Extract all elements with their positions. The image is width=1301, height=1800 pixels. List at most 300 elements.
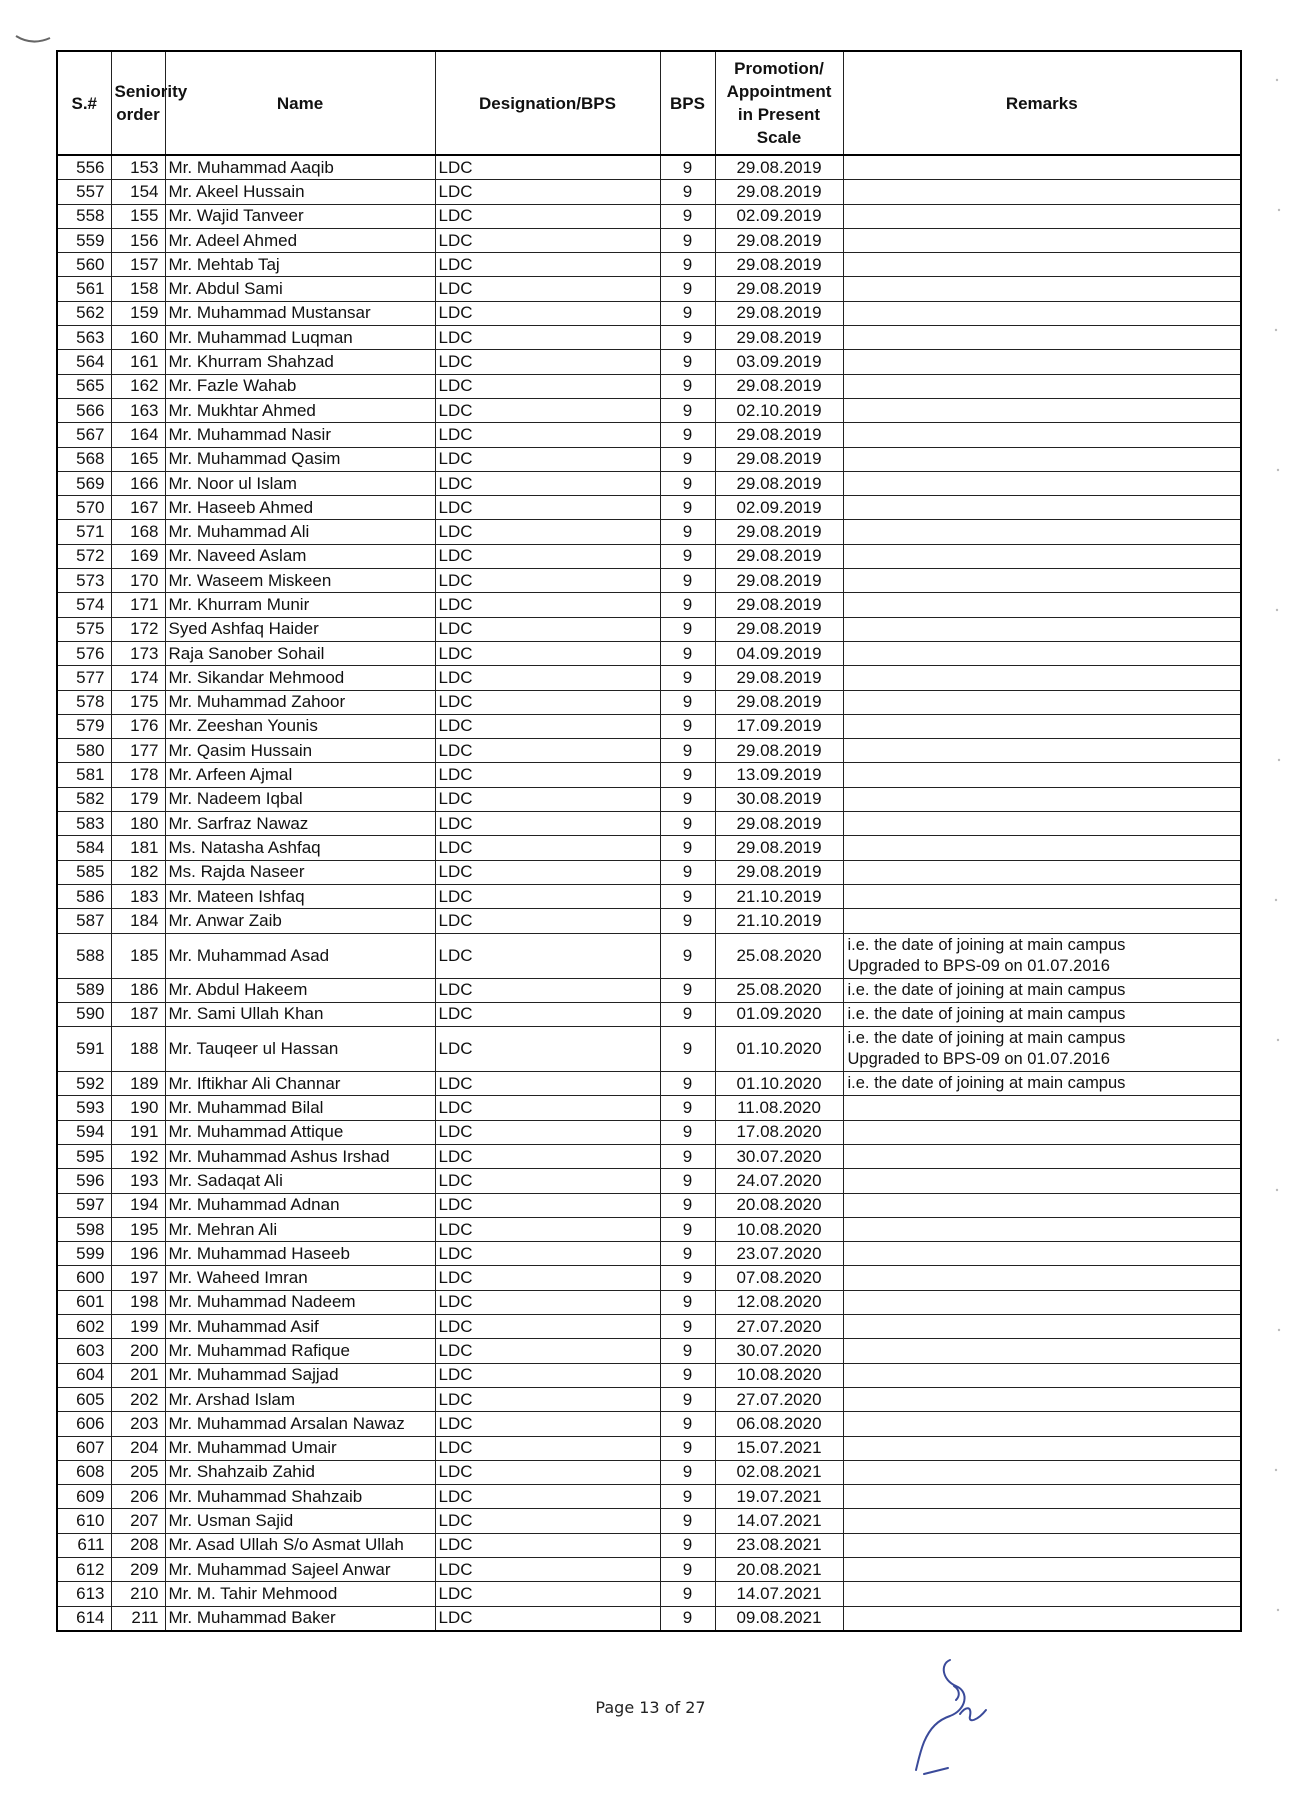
cell-seniority-order: 187: [111, 1002, 165, 1026]
cell-remarks: [843, 326, 1241, 350]
cell-name: Mr. Shahzaib Zahid: [165, 1460, 435, 1484]
cell-seniority-order: 195: [111, 1217, 165, 1241]
cell-seniority-order: 200: [111, 1339, 165, 1363]
cell-name: Mr. Khurram Shahzad: [165, 350, 435, 374]
table-row: [57, 1412, 1241, 1436]
cell-remarks: [843, 398, 1241, 422]
table-row: [57, 1460, 1241, 1484]
cell-sno: 612: [57, 1558, 111, 1582]
cell-remarks: [843, 1436, 1241, 1460]
cell-bps: 9: [660, 277, 715, 301]
cell-sno: 587: [57, 909, 111, 933]
cell-seniority-order: 189: [111, 1072, 165, 1096]
cell-seniority-order: 160: [111, 326, 165, 350]
cell-seniority-order: 165: [111, 447, 165, 471]
cell-promotion-date: 29.08.2019: [715, 253, 843, 277]
cell-sno: 604: [57, 1363, 111, 1387]
cell-remarks: [843, 471, 1241, 495]
remark-line: i.e. the date of joining at main campus: [847, 935, 1126, 954]
cell-promotion-date: 17.08.2020: [715, 1120, 843, 1144]
cell-promotion-date: 11.08.2020: [715, 1096, 843, 1120]
cell-sno: 593: [57, 1096, 111, 1120]
cell-name: Mr. Zeeshan Younis: [165, 714, 435, 738]
cell-sno: 611: [57, 1533, 111, 1557]
cell-name: Mr. Muhammad Luqman: [165, 326, 435, 350]
cell-seniority-order: 169: [111, 544, 165, 568]
cell-promotion-date: 19.07.2021: [715, 1485, 843, 1509]
cell-name: Syed Ashfaq Haider: [165, 617, 435, 641]
cell-remarks: [843, 836, 1241, 860]
cell-designation: LDC: [435, 1436, 660, 1460]
cell-designation: LDC: [435, 1582, 660, 1606]
cell-bps: 9: [660, 447, 715, 471]
cell-sno: 571: [57, 520, 111, 544]
cell-promotion-date: 12.08.2020: [715, 1290, 843, 1314]
cell-bps: 9: [660, 423, 715, 447]
cell-remarks: [843, 228, 1241, 252]
cell-name: Mr. Nadeem Iqbal: [165, 787, 435, 811]
cell-bps: 9: [660, 1315, 715, 1339]
cell-name: Mr. M. Tahir Mehmood: [165, 1582, 435, 1606]
cell-seniority-order: 185: [111, 933, 165, 978]
cell-bps: 9: [660, 593, 715, 617]
cell-sno: 573: [57, 569, 111, 593]
cell-sno: 557: [57, 180, 111, 204]
cell-name: Mr. Mehtab Taj: [165, 253, 435, 277]
cell-remarks: [843, 253, 1241, 277]
cell-sno: 579: [57, 714, 111, 738]
cell-bps: 9: [660, 1533, 715, 1557]
cell-remarks: [843, 569, 1241, 593]
cell-promotion-date: 29.08.2019: [715, 301, 843, 325]
cell-sno: 597: [57, 1193, 111, 1217]
table-row: [57, 326, 1241, 350]
cell-name: Mr. Waheed Imran: [165, 1266, 435, 1290]
table-row: [57, 1363, 1241, 1387]
table-row: [57, 180, 1241, 204]
cell-sno: 610: [57, 1509, 111, 1533]
cell-designation: LDC: [435, 277, 660, 301]
cell-designation: LDC: [435, 204, 660, 228]
cell-bps: 9: [660, 569, 715, 593]
cell-remarks: [843, 544, 1241, 568]
cell-promotion-date: 02.09.2019: [715, 204, 843, 228]
cell-designation: LDC: [435, 1533, 660, 1557]
cell-seniority-order: 206: [111, 1485, 165, 1509]
cell-sno: 570: [57, 496, 111, 520]
cell-seniority-order: 155: [111, 204, 165, 228]
cell-seniority-order: 156: [111, 228, 165, 252]
cell-designation: LDC: [435, 544, 660, 568]
table-row: [57, 1193, 1241, 1217]
cell-sno: 614: [57, 1606, 111, 1631]
cell-bps: 9: [660, 860, 715, 884]
cell-bps: 9: [660, 1002, 715, 1026]
cell-seniority-order: 205: [111, 1460, 165, 1484]
cell-designation: LDC: [435, 1412, 660, 1436]
cell-promotion-date: 29.08.2019: [715, 423, 843, 447]
cell-name: Mr. Asad Ullah S/o Asmat Ullah: [165, 1533, 435, 1557]
cell-seniority-order: 177: [111, 739, 165, 763]
table-row: [57, 909, 1241, 933]
table-row: [57, 301, 1241, 325]
cell-name: Mr. Noor ul Islam: [165, 471, 435, 495]
table-row: [57, 1606, 1241, 1631]
cell-bps: 9: [660, 398, 715, 422]
cell-remarks: [843, 447, 1241, 471]
cell-remarks: [843, 1339, 1241, 1363]
cell-name: Mr. Muhammad Bilal: [165, 1096, 435, 1120]
cell-remarks: [843, 1290, 1241, 1314]
cell-bps: 9: [660, 909, 715, 933]
table-row: [57, 1436, 1241, 1460]
cell-name: Mr. Tauqeer ul Hassan: [165, 1027, 435, 1072]
cell-promotion-date: 29.08.2019: [715, 860, 843, 884]
cell-sno: 566: [57, 398, 111, 422]
cell-name: Mr. Anwar Zaib: [165, 909, 435, 933]
cell-designation: LDC: [435, 666, 660, 690]
cell-sno: 606: [57, 1412, 111, 1436]
cell-remarks: [843, 1144, 1241, 1168]
cell-designation: LDC: [435, 1120, 660, 1144]
table-header: [57, 51, 1241, 155]
cell-bps: 9: [660, 690, 715, 714]
cell-designation: LDC: [435, 1242, 660, 1266]
cell-seniority-order: 193: [111, 1169, 165, 1193]
cell-seniority-order: 183: [111, 884, 165, 908]
table-row: [57, 787, 1241, 811]
cell-bps: 9: [660, 1363, 715, 1387]
cell-designation: LDC: [435, 1096, 660, 1120]
cell-sno: 556: [57, 155, 111, 180]
scan-edge-dots-icon: [1269, 0, 1289, 1800]
table-row: [57, 617, 1241, 641]
cell-bps: 9: [660, 1290, 715, 1314]
table-row: [57, 544, 1241, 568]
cell-bps: 9: [660, 1485, 715, 1509]
cell-remarks: [843, 1217, 1241, 1241]
cell-name: Mr. Akeel Hussain: [165, 180, 435, 204]
cell-bps: 9: [660, 1242, 715, 1266]
table-row: [57, 1485, 1241, 1509]
cell-promotion-date: 13.09.2019: [715, 763, 843, 787]
cell-bps: 9: [660, 301, 715, 325]
cell-remarks: [843, 204, 1241, 228]
cell-seniority-order: 174: [111, 666, 165, 690]
table-row: [57, 1144, 1241, 1168]
cell-sno: 592: [57, 1072, 111, 1096]
cell-name: Mr. Sadaqat Ali: [165, 1169, 435, 1193]
cell-promotion-date: 10.08.2020: [715, 1217, 843, 1241]
cell-name: Ms. Natasha Ashfaq: [165, 836, 435, 860]
cell-seniority-order: 182: [111, 860, 165, 884]
cell-promotion-date: 21.10.2019: [715, 884, 843, 908]
table-row: [57, 933, 1241, 978]
cell-sno: 607: [57, 1436, 111, 1460]
cell-designation: LDC: [435, 520, 660, 544]
cell-name: Mr. Muhammad Aaqib: [165, 155, 435, 180]
seniority-table: [56, 50, 1242, 1632]
cell-remarks: [843, 1533, 1241, 1557]
cell-designation: LDC: [435, 1558, 660, 1582]
cell-sno: 585: [57, 860, 111, 884]
cell-bps: 9: [660, 641, 715, 665]
cell-designation: LDC: [435, 447, 660, 471]
cell-designation: LDC: [435, 1387, 660, 1411]
table-row: [57, 1509, 1241, 1533]
cell-name: Mr. Muhammad Nasir: [165, 423, 435, 447]
cell-bps: 9: [660, 1120, 715, 1144]
cell-sno: 603: [57, 1339, 111, 1363]
cell-seniority-order: 176: [111, 714, 165, 738]
cell-designation: LDC: [435, 787, 660, 811]
cell-name: Mr. Muhammad Haseeb: [165, 1242, 435, 1266]
cell-remarks: [843, 714, 1241, 738]
remark-line: i.e. the date of joining at main campus: [847, 1029, 1126, 1048]
cell-remarks: [843, 1387, 1241, 1411]
cell-seniority-order: 173: [111, 641, 165, 665]
cell-name: Mr. Muhammad Rafique: [165, 1339, 435, 1363]
cell-remarks: [843, 763, 1241, 787]
cell-name: Mr. Abdul Sami: [165, 277, 435, 301]
cell-remarks: [843, 690, 1241, 714]
cell-name: Mr. Muhammad Arsalan Nawaz: [165, 1412, 435, 1436]
cell-seniority-order: 161: [111, 350, 165, 374]
table-row: [57, 641, 1241, 665]
cell-bps: 9: [660, 978, 715, 1002]
cell-bps: 9: [660, 787, 715, 811]
cell-promotion-date: 29.08.2019: [715, 326, 843, 350]
cell-promotion-date: 25.08.2020: [715, 978, 843, 1002]
table-row: [57, 1002, 1241, 1026]
table-row: [57, 471, 1241, 495]
cell-promotion-date: 25.08.2020: [715, 933, 843, 978]
cell-promotion-date: 27.07.2020: [715, 1315, 843, 1339]
cell-name: Mr. Muhammad Ashus Irshad: [165, 1144, 435, 1168]
remark-line: i.e. the date of joining at main campus: [847, 1074, 1126, 1093]
cell-promotion-date: 03.09.2019: [715, 350, 843, 374]
table-row: [57, 374, 1241, 398]
cell-sno: 561: [57, 277, 111, 301]
cell-remarks: [843, 978, 1241, 1002]
cell-seniority-order: 162: [111, 374, 165, 398]
cell-promotion-date: 29.08.2019: [715, 569, 843, 593]
cell-remarks: [843, 787, 1241, 811]
cell-promotion-date: 02.09.2019: [715, 496, 843, 520]
cell-bps: 9: [660, 617, 715, 641]
cell-bps: 9: [660, 812, 715, 836]
cell-remarks: [843, 1096, 1241, 1120]
cell-designation: LDC: [435, 471, 660, 495]
cell-promotion-date: 20.08.2021: [715, 1558, 843, 1582]
cell-seniority-order: 157: [111, 253, 165, 277]
cell-seniority-order: 168: [111, 520, 165, 544]
cell-remarks: [843, 1412, 1241, 1436]
cell-name: Mr. Muhammad Zahoor: [165, 690, 435, 714]
cell-sno: 608: [57, 1460, 111, 1484]
cell-name: Mr. Muhammad Umair: [165, 1436, 435, 1460]
cell-promotion-date: 23.08.2021: [715, 1533, 843, 1557]
remark-line: Upgraded to BPS-09 on 01.07.2016: [847, 1050, 1110, 1069]
table-row: [57, 253, 1241, 277]
table-row: [57, 1027, 1241, 1072]
cell-name: Mr. Muhammad Mustansar: [165, 301, 435, 325]
cell-seniority-order: 198: [111, 1290, 165, 1314]
table-row: [57, 860, 1241, 884]
table-row: [57, 1290, 1241, 1314]
cell-remarks: [843, 1460, 1241, 1484]
table-row: [57, 690, 1241, 714]
remark-line: i.e. the date of joining at main campus: [847, 1004, 1126, 1023]
cell-designation: LDC: [435, 909, 660, 933]
cell-seniority-order: 207: [111, 1509, 165, 1533]
cell-designation: LDC: [435, 350, 660, 374]
cell-designation: LDC: [435, 1144, 660, 1168]
cell-bps: 9: [660, 1387, 715, 1411]
cell-designation: LDC: [435, 253, 660, 277]
cell-name: Mr. Mukhtar Ahmed: [165, 398, 435, 422]
cell-remarks: [843, 1027, 1241, 1072]
cell-remarks: [843, 1169, 1241, 1193]
table-row: [57, 1315, 1241, 1339]
cell-bps: 9: [660, 763, 715, 787]
header-bps: BPS: [660, 51, 715, 155]
header-remarks: Remarks: [843, 51, 1241, 155]
cell-designation: LDC: [435, 978, 660, 1002]
table-row: [57, 350, 1241, 374]
cell-sno: 582: [57, 787, 111, 811]
cell-seniority-order: 180: [111, 812, 165, 836]
cell-seniority-order: 196: [111, 1242, 165, 1266]
header-name: Name: [165, 51, 435, 155]
cell-name: Mr. Sikandar Mehmood: [165, 666, 435, 690]
cell-promotion-date: 29.08.2019: [715, 544, 843, 568]
cell-designation: LDC: [435, 1485, 660, 1509]
cell-promotion-date: 29.08.2019: [715, 374, 843, 398]
table-row: [57, 204, 1241, 228]
table-row: [57, 666, 1241, 690]
cell-designation: LDC: [435, 1339, 660, 1363]
cell-designation: LDC: [435, 690, 660, 714]
cell-bps: 9: [660, 496, 715, 520]
cell-sno: 568: [57, 447, 111, 471]
table-row: [57, 569, 1241, 593]
cell-name: Mr. Fazle Wahab: [165, 374, 435, 398]
cell-sno: 591: [57, 1027, 111, 1072]
cell-seniority-order: 166: [111, 471, 165, 495]
cell-designation: LDC: [435, 180, 660, 204]
cell-name: Mr. Abdul Hakeem: [165, 978, 435, 1002]
cell-bps: 9: [660, 1412, 715, 1436]
cell-designation: LDC: [435, 1169, 660, 1193]
cell-seniority-order: 179: [111, 787, 165, 811]
cell-bps: 9: [660, 155, 715, 180]
cell-seniority-order: 172: [111, 617, 165, 641]
cell-seniority-order: 192: [111, 1144, 165, 1168]
cell-bps: 9: [660, 374, 715, 398]
page-number: Page 13 of 27: [595, 1698, 706, 1717]
cell-promotion-date: 21.10.2019: [715, 909, 843, 933]
cell-remarks: [843, 617, 1241, 641]
cell-designation: LDC: [435, 860, 660, 884]
cell-name: Mr. Khurram Munir: [165, 593, 435, 617]
cell-remarks: [843, 1606, 1241, 1631]
cell-designation: LDC: [435, 1509, 660, 1533]
header-designation: Designation/BPS: [435, 51, 660, 155]
cell-promotion-date: 23.07.2020: [715, 1242, 843, 1266]
table-row: [57, 1169, 1241, 1193]
cell-promotion-date: 29.08.2019: [715, 690, 843, 714]
cell-remarks: [843, 812, 1241, 836]
cell-seniority-order: 204: [111, 1436, 165, 1460]
scan-mark-icon: [14, 30, 54, 50]
cell-promotion-date: 30.07.2020: [715, 1144, 843, 1168]
cell-seniority-order: 159: [111, 301, 165, 325]
cell-designation: LDC: [435, 374, 660, 398]
cell-designation: LDC: [435, 423, 660, 447]
cell-bps: 9: [660, 1606, 715, 1631]
cell-bps: 9: [660, 836, 715, 860]
cell-seniority-order: 153: [111, 155, 165, 180]
cell-seniority-order: 167: [111, 496, 165, 520]
cell-name: Mr. Muhammad Attique: [165, 1120, 435, 1144]
cell-designation: LDC: [435, 496, 660, 520]
cell-sno: 575: [57, 617, 111, 641]
remark-line: Upgraded to BPS-09 on 01.07.2016: [847, 956, 1110, 975]
cell-designation: LDC: [435, 714, 660, 738]
cell-seniority-order: 181: [111, 836, 165, 860]
cell-seniority-order: 199: [111, 1315, 165, 1339]
table-row: [57, 277, 1241, 301]
table-row: [57, 228, 1241, 252]
cell-sno: 584: [57, 836, 111, 860]
table-row: [57, 1339, 1241, 1363]
cell-promotion-date: 29.08.2019: [715, 739, 843, 763]
cell-name: Mr. Qasim Hussain: [165, 739, 435, 763]
table-row: [57, 1242, 1241, 1266]
cell-designation: LDC: [435, 1072, 660, 1096]
cell-remarks: [843, 933, 1241, 978]
cell-sno: 581: [57, 763, 111, 787]
cell-remarks: [843, 520, 1241, 544]
cell-bps: 9: [660, 544, 715, 568]
cell-seniority-order: 211: [111, 1606, 165, 1631]
cell-designation: LDC: [435, 884, 660, 908]
cell-remarks: [843, 666, 1241, 690]
cell-designation: LDC: [435, 228, 660, 252]
cell-remarks: [843, 1072, 1241, 1096]
cell-bps: 9: [660, 1339, 715, 1363]
cell-seniority-order: 191: [111, 1120, 165, 1144]
table-row: [57, 398, 1241, 422]
cell-sno: 565: [57, 374, 111, 398]
cell-bps: 9: [660, 933, 715, 978]
cell-sno: 576: [57, 641, 111, 665]
cell-name: Mr. Sarfraz Nawaz: [165, 812, 435, 836]
cell-remarks: [843, 1485, 1241, 1509]
cell-remarks: [843, 739, 1241, 763]
cell-promotion-date: 09.08.2021: [715, 1606, 843, 1631]
cell-promotion-date: 29.08.2019: [715, 447, 843, 471]
table-row: [57, 1072, 1241, 1096]
table-row: [57, 1558, 1241, 1582]
cell-seniority-order: 209: [111, 1558, 165, 1582]
cell-name: Mr. Naveed Aslam: [165, 544, 435, 568]
cell-promotion-date: 02.10.2019: [715, 398, 843, 422]
cell-bps: 9: [660, 884, 715, 908]
table-row: [57, 1096, 1241, 1120]
remark-line: i.e. the date of joining at main campus: [847, 980, 1126, 999]
